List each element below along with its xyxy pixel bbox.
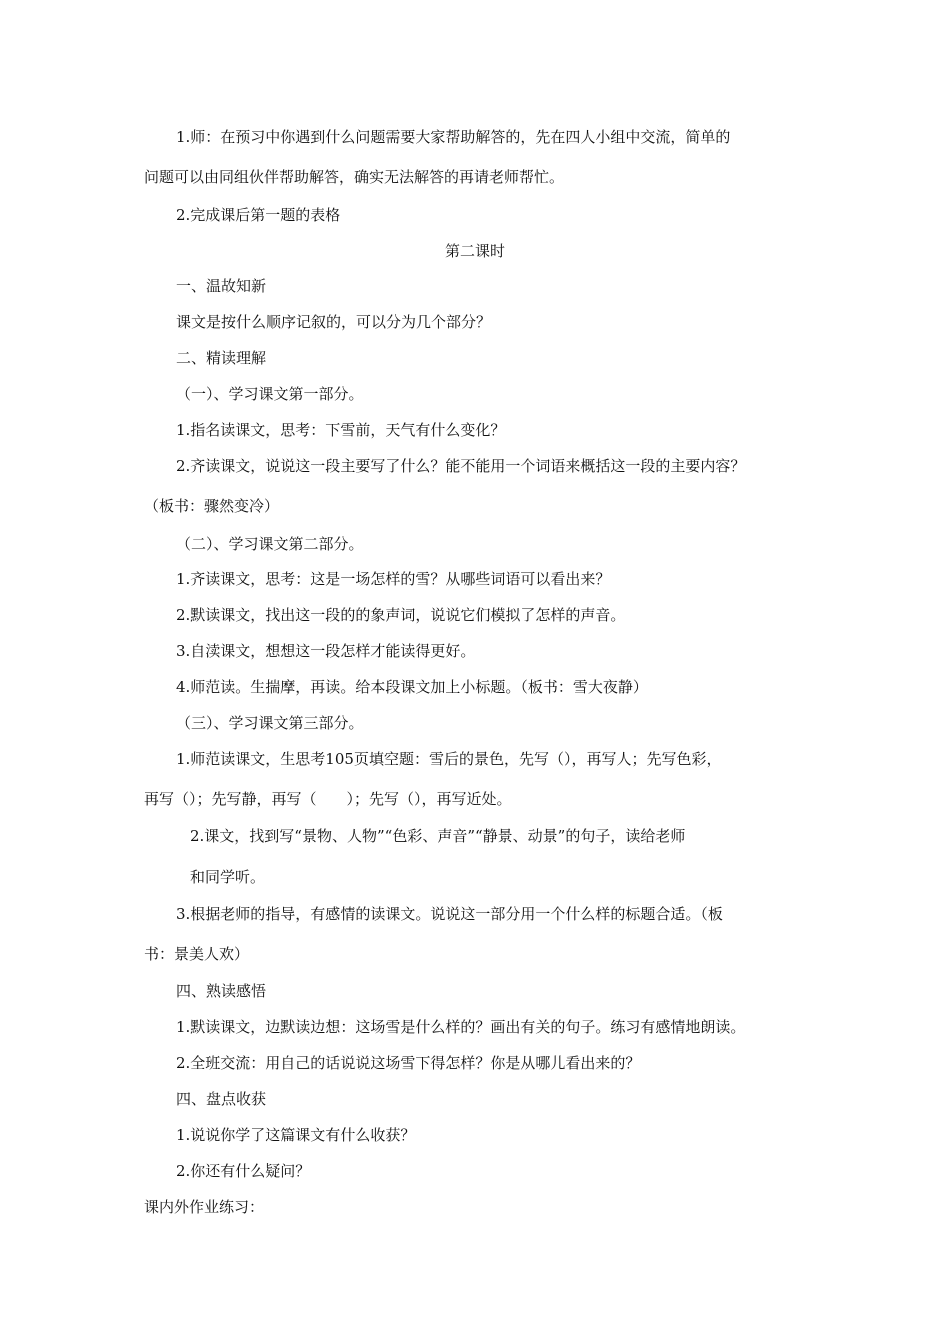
subheading-part-one: （一）、学习课文第一部分。 xyxy=(176,385,364,403)
section-title: 第二课时 xyxy=(444,242,505,260)
paragraph-line-14: 3.自渎课文，想想这一段怎样才能读得更好。 xyxy=(176,642,476,660)
paragraph-line-17: 1.师范读课文，生思考105页填空题：雪后的景色，先写（），再写人；先写色彩， xyxy=(176,750,722,768)
paragraph-line-8: 1.指名读课文，思考：下雪前，天气有什么变化？ xyxy=(176,421,506,439)
paragraph-line-21: 3.根据老师的指导，有感情的读课文。说说这一部分用一个什么样的标题合适。（板 xyxy=(176,905,723,923)
paragraph-line-15: 4.师范读。生揣摩，再读。给本段课文加上小标题。（板书：雪大夜静） xyxy=(176,678,648,696)
paragraph-line-18: 再写（）；先写静，再写（ ）；先写（），再写近处。 xyxy=(144,790,512,808)
heading-harvest: 四、盘点收获 xyxy=(176,1090,267,1108)
paragraph-line-2: 问题可以由同组伙伴帮助解答，确实无法解答的再请老师帮忙。 xyxy=(144,168,565,186)
paragraph-line-1: 1.师：在预习中你遇到什么问题需要大家帮助解答的，先在四人小组中交流，简单的 xyxy=(176,128,731,146)
paragraph-line-13: 2.默读课文，找出这一段的的象声词，说说它们模拟了怎样的声音。 xyxy=(176,606,626,624)
paragraph-line-9: 2.齐读课文，说说这一段主要写了什么？能不能用一个词语来概括这一段的主要内容？ xyxy=(176,457,746,475)
paragraph-line-10: （板书：骤然变冷） xyxy=(144,497,280,515)
paragraph-line-19: 2.课文，找到写“景物、人物”“色彩、声音”“静景、动景”的句子，读给老师 xyxy=(190,827,686,845)
paragraph-line-28: 2.你还有什么疑问？ xyxy=(176,1162,311,1180)
paragraph-line-22: 书：景美人欢） xyxy=(144,945,250,963)
homework-heading: 课内外作业练习： xyxy=(144,1198,265,1216)
heading-intensive-reading: 四、熟读感悟 xyxy=(176,982,267,1000)
paragraph-line-3: 2.完成课后第一题的表格 xyxy=(176,206,341,224)
paragraph-line-12: 1.齐读课文，思考：这是一场怎样的雪？从哪些词语可以看出来？ xyxy=(176,570,611,588)
heading-close-reading: 二、精读理解 xyxy=(176,349,267,367)
paragraph-line-20: 和同学听。 xyxy=(190,868,266,886)
paragraph-line-25: 2.全班交流：用自己的话说说这场雪下得怎样？你是从哪儿看出来的？ xyxy=(176,1054,641,1072)
paragraph-line-27: 1.说说你学了这篇课文有什么收获？ xyxy=(176,1126,416,1144)
heading-review: 一、温故知新 xyxy=(176,277,267,295)
paragraph-line-24: 1.默读课文，边默读边想：这场雪是什么样的？画出有关的句子。练习有感情地朗读。 xyxy=(176,1018,746,1036)
subheading-part-two: （二）、学习课文第二部分。 xyxy=(176,535,364,553)
subheading-part-three: （三）、学习课文第三部分。 xyxy=(176,714,364,732)
paragraph-line-5: 课文是按什么顺序记叙的，可以分为几个部分？ xyxy=(176,313,492,331)
